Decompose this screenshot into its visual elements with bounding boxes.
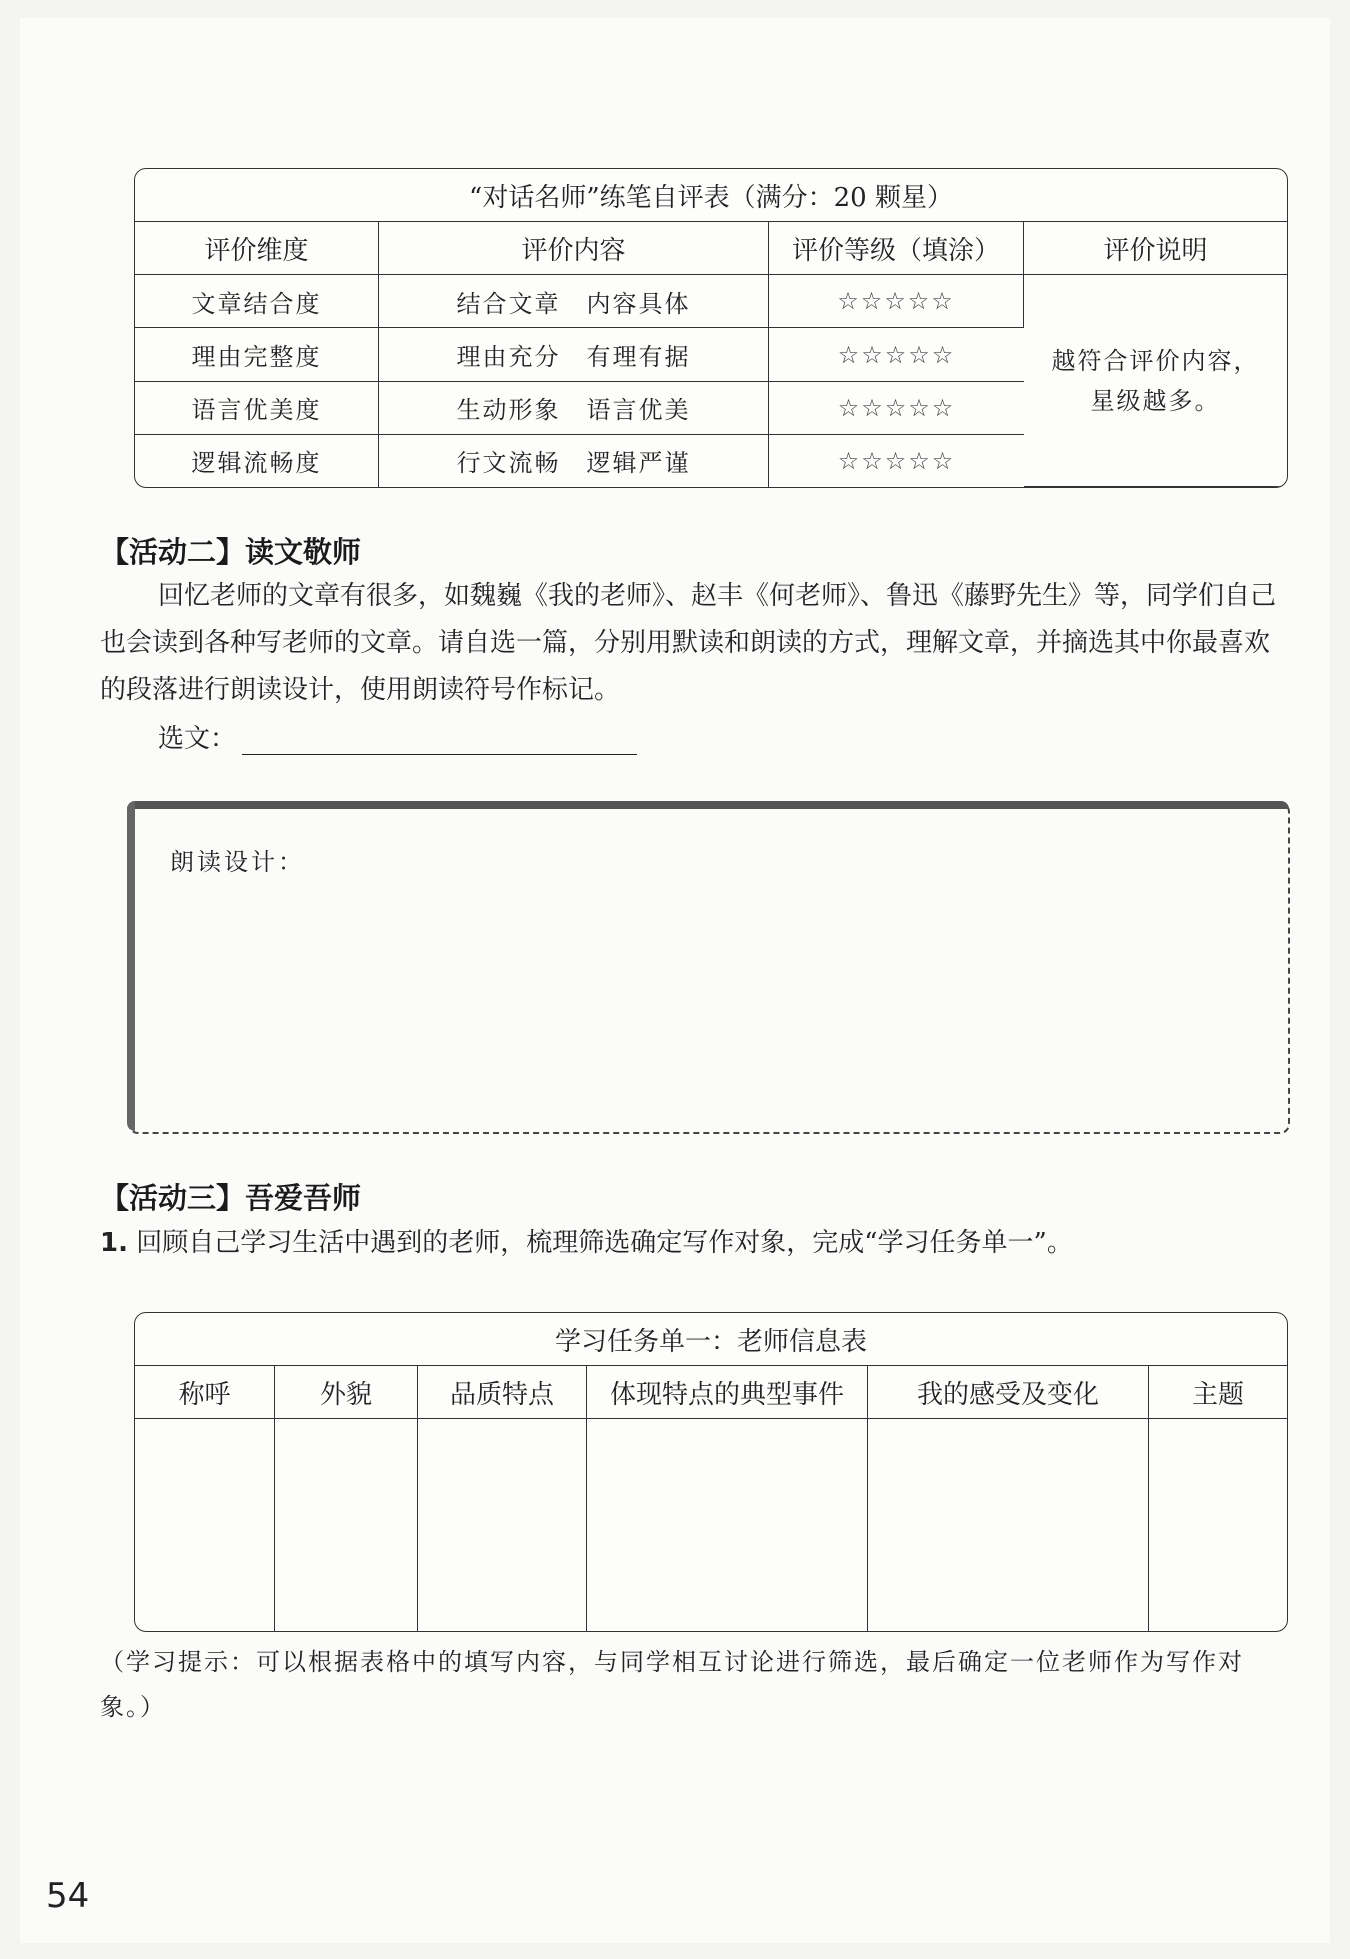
activity-three-heading: 【活动三】吾爱吾师 [100, 1181, 362, 1215]
blank-cell[interactable] [275, 1419, 418, 1631]
content-cell: 结合文章 内容具体 [379, 275, 769, 328]
column-header: 评价说明 [1024, 222, 1287, 275]
choose-text-line [158, 718, 637, 755]
table-title: 学习任务单一：老师信息表 [135, 1313, 1287, 1366]
table-row [135, 1419, 1287, 1631]
blank-cell[interactable] [418, 1419, 587, 1631]
column-header: 评价内容 [379, 222, 769, 275]
dimension-cell: 文章结合度 [135, 275, 379, 328]
task-one [100, 1220, 1290, 1267]
column-header: 评价等级（填涂） [769, 222, 1024, 275]
activity-two-paragraph: 回忆老师的文章有很多，如魏巍《我的老师》、赵丰《何老师》、鲁迅《藤野先生》等，同学们自己也会读到各种写老师的文章。请自选一篇，分别用默读和朗读的方式，理解文章，并摘选其中你最喜欢的段落进行朗读设计，使用朗读符号作标记。 [100, 581, 1277, 705]
table-title: “对话名师”练笔自评表（满分：20 颗星） [135, 169, 1287, 222]
page-number: 54 [46, 1876, 90, 1916]
task-text: 回顾自己学习生活中遇到的老师，梳理筛选确定写作对象，完成“学习任务单一”。 [136, 1228, 1073, 1258]
activity-two-heading: 【活动二】读文敬师 [100, 535, 362, 569]
column-header: 外貌 [275, 1366, 418, 1419]
task-number: 1. [100, 1228, 128, 1258]
note-line: 越符合评价内容， [1051, 346, 1260, 375]
teacher-info-table [134, 1312, 1288, 1632]
choose-text-blank[interactable] [242, 726, 637, 755]
star-rating[interactable]: ☆☆☆☆☆ [837, 446, 956, 475]
star-rating[interactable]: ☆☆☆☆☆ [769, 328, 1024, 381]
column-header: 称呼 [135, 1366, 275, 1419]
choose-label: 选文： [158, 724, 237, 754]
column-header: 品质特点 [418, 1366, 587, 1419]
blank-cell[interactable] [135, 1419, 275, 1631]
blank-cell[interactable] [868, 1419, 1149, 1631]
star-rating[interactable]: ☆☆☆☆☆ [769, 382, 1024, 435]
evaluation-note [1024, 275, 1287, 487]
column-header: 主题 [1149, 1366, 1287, 1419]
blank-cell[interactable] [1149, 1419, 1287, 1631]
table-row [135, 275, 1287, 328]
dimension-cell: 逻辑流畅度 [135, 435, 379, 487]
reading-design-box[interactable] [128, 802, 1290, 1134]
column-header: 体现特点的典型事件 [587, 1366, 868, 1419]
column-header: 评价维度 [135, 222, 379, 275]
dimension-cell: 理由完整度 [135, 328, 379, 381]
content-cell: 行文流畅 逻辑严谨 [379, 435, 769, 487]
star-rating[interactable]: ☆☆☆☆☆ [769, 275, 1024, 328]
blank-cell[interactable] [587, 1419, 868, 1631]
content-cell: 理由充分 有理有据 [379, 328, 769, 381]
reading-design-label: 朗读设计： [170, 848, 305, 876]
learning-tip: （学习提示：可以根据表格中的填写内容，与同学相互讨论进行筛选，最后确定一位老师作为写作对象。） [100, 1648, 1244, 1721]
content-cell: 生动形象 语言优美 [379, 382, 769, 435]
self-evaluation-table [134, 168, 1288, 488]
dimension-cell: 语言优美度 [135, 382, 379, 435]
note-line: 星级越多。 [1090, 386, 1221, 415]
column-header: 我的感受及变化 [868, 1366, 1149, 1419]
